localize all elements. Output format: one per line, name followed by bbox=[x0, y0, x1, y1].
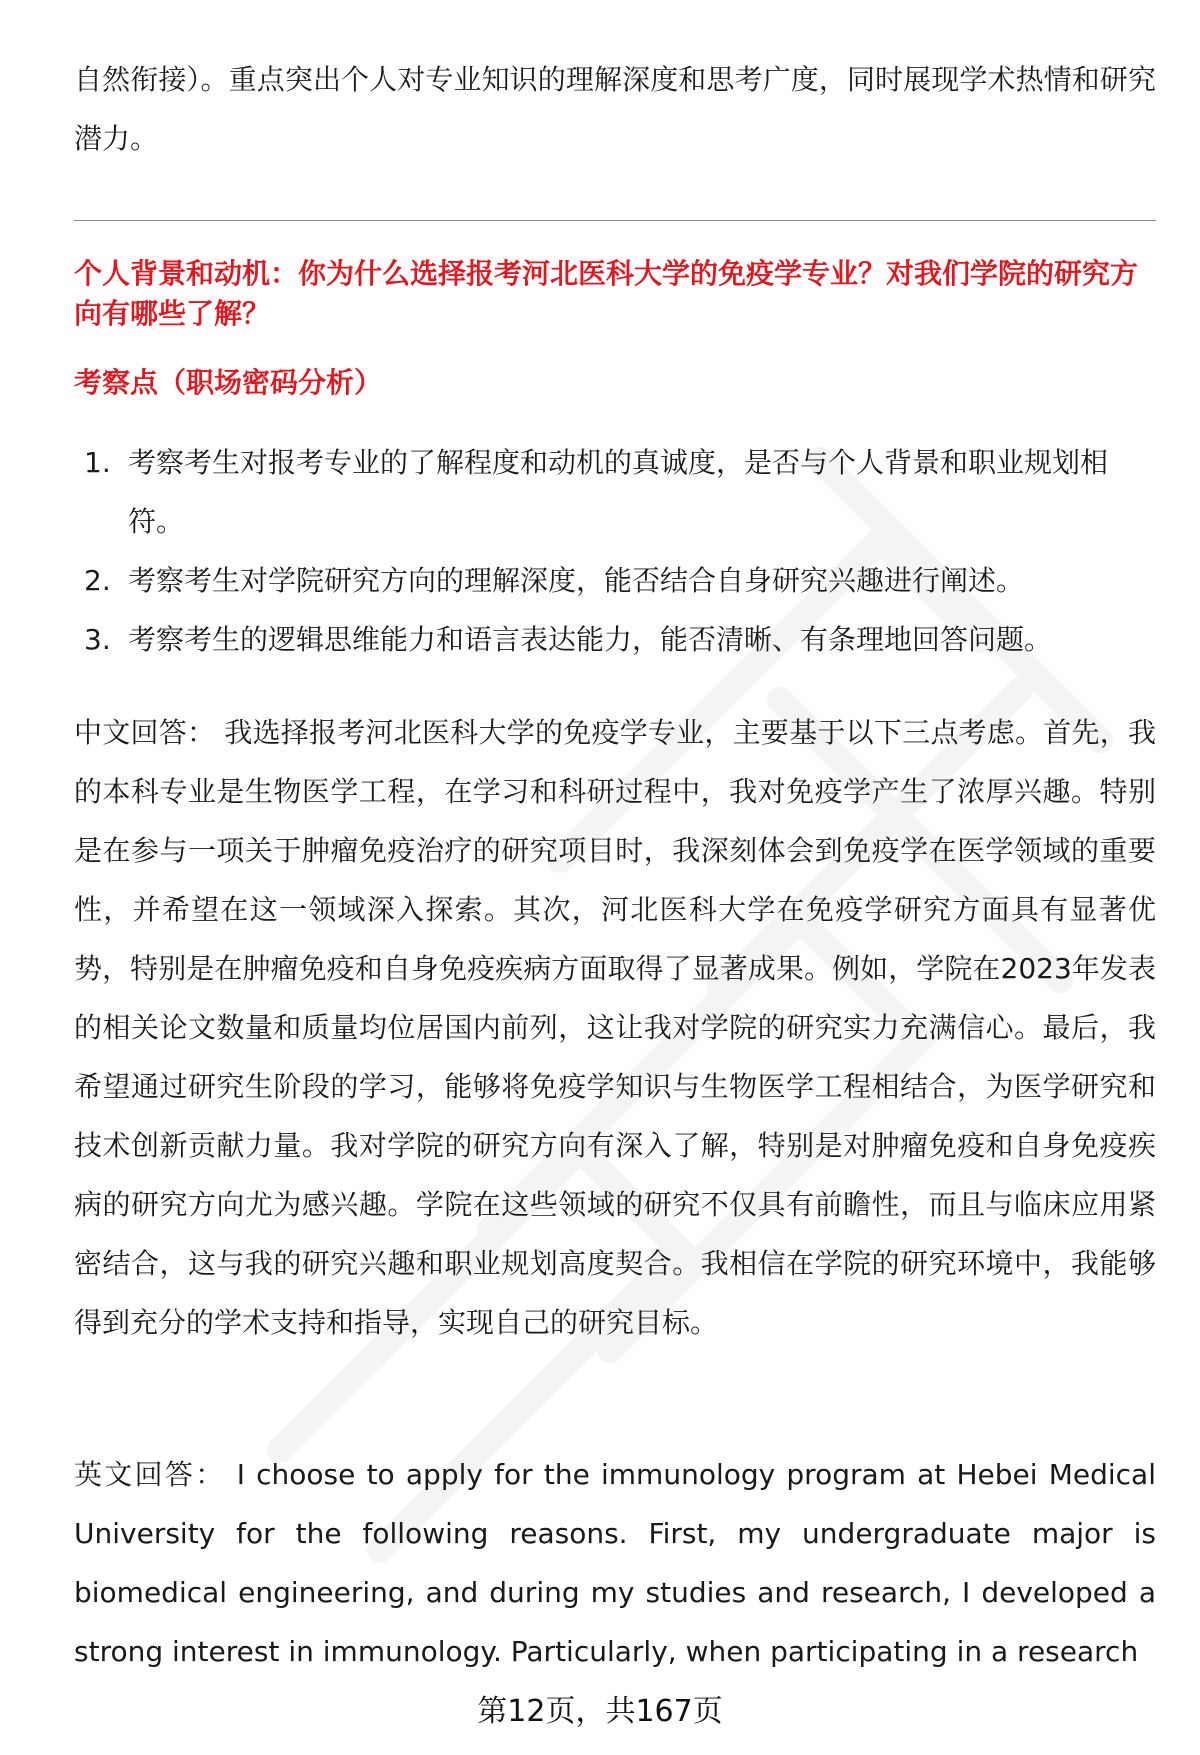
list-item bbox=[74, 551, 1156, 610]
list-item-number: 3. bbox=[84, 623, 111, 656]
assessment-points-list bbox=[74, 433, 1156, 669]
section-divider bbox=[74, 220, 1156, 221]
page-number-footer: 第12页，共167页 bbox=[477, 1694, 723, 1729]
english-answer-paragraph: 英文回答： I choose to apply for the immunology program at Hebei Medical University for the following reasons. First, my undergraduate major is biomedical engineering, and during my studies and research, I developed a strong interest in immunology. Particularly, when participating in a research bbox=[74, 1458, 1156, 1668]
list-item-text: 考察考生对学院研究方向的理解深度，能否结合自身研究兴趣进行阐述。 bbox=[128, 564, 1025, 597]
list-item bbox=[74, 610, 1156, 669]
list-item-number: 1. bbox=[84, 446, 111, 479]
list-item-text: 考察考生的逻辑思维能力和语言表达能力，能否清晰、有条理地回答问题。 bbox=[128, 623, 1053, 656]
list-item bbox=[74, 433, 1156, 551]
question-heading: 个人背景和动机：你为什么选择报考河北医科大学的免疫学专业？对我们学院的研究方向有哪些了解？ bbox=[74, 257, 1139, 330]
list-item-text: 考察考生对报考专业的了解程度和动机的真诚度，是否与个人背景和职业规划相符。 bbox=[128, 446, 1109, 538]
list-item-number: 2. bbox=[84, 564, 111, 597]
assessment-heading: 考察点（职场密码分析） bbox=[74, 366, 383, 399]
intro-paragraph: 自然衔接）。重点突出个人对专业知识的理解深度和思考广度，同时展现学术热情和研究潜力。 bbox=[74, 63, 1156, 155]
chinese-answer-paragraph: 中文回答： 我选择报考河北医科大学的免疫学专业，主要基于以下三点考虑。首先，我的本科专业是生物医学工程，在学习和科研过程中，我对免疫学产生了浓厚兴趣。特别是在参与一项关于肿瘤免疫治疗的研究项目时，我深刻体会到免疫学在医学领域的重要性，并希望在这一领域深入探索。其次，河北医科大学在免疫学研究方面具有显著优势，特别是在肿瘤免疫和自身免疫疾病方面取得了显著成果。例如，学院在2023年发表的相关论文数量和质量均位居国内前列，这让我对学院的研究实力充满信心。最后，我希望通过研究生阶段的学习，能够将免疫学知识与生物医学工程相结合，为医学研究和技术创新贡献力量。我对学院的研究方向有深入了解，特别是对肿瘤免疫和自身免疫疾病的研究方向尤为感兴趣。学院在这些领域的研究不仅具有前瞻性，而且与临床应用紧密结合，这与我的研究兴趣和职业规划高度契合。我相信在学院的研究环境中，我能够得到充分的学术支持和指导，实现自己的研究目标。 bbox=[74, 716, 1156, 1339]
